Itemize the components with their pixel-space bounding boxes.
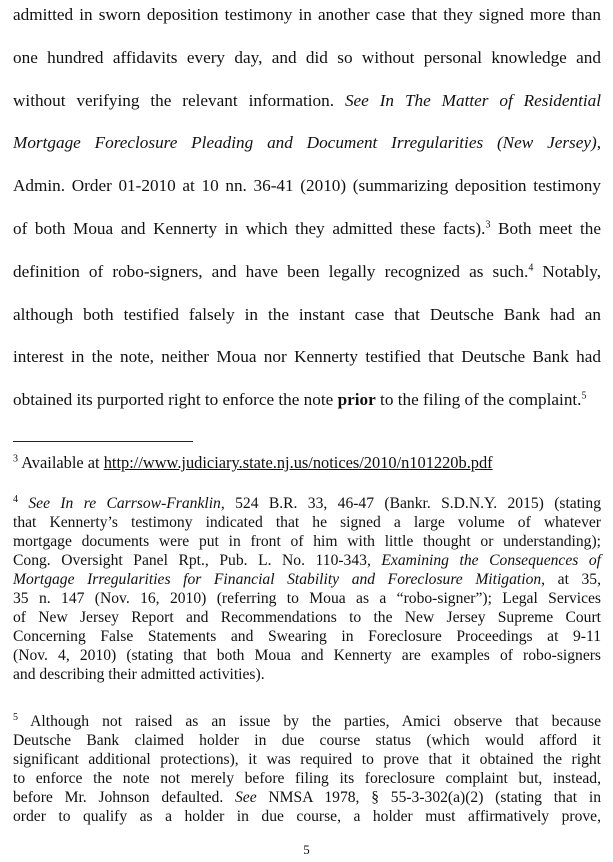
citation: See In re Carrsow-Franklin bbox=[28, 495, 221, 512]
footnote-5-line-6: order to qualify as a holder in due course, a holder must affirmatively prove, bbox=[13, 808, 601, 825]
footnote-text: , 524 B.R. 33, 46-47 (Bankr. S.D.N.Y. 2015) (stating bbox=[220, 495, 601, 512]
body-line-10 bbox=[13, 390, 601, 410]
footnote-number: 3 bbox=[13, 453, 18, 465]
body-line-3 bbox=[13, 91, 601, 111]
footnote-4-line-8: Concerning False Statements and Swearing in Foreclosure Proceedings at 9-11 bbox=[13, 628, 601, 645]
footnote-4-line-4 bbox=[13, 551, 601, 570]
footnote-5-line-3: significant additional protections), it was required to prove that it obtained the right bbox=[13, 751, 601, 768]
emphasis: prior bbox=[337, 390, 376, 409]
footnote-text bbox=[18, 495, 28, 512]
footnote-ref-4[interactable]: 4 bbox=[528, 262, 534, 274]
footnote-text: Cong. Oversight Panel Rpt., Pub. L. No. 110-343, bbox=[13, 552, 382, 569]
body-text: to the filing of the complaint. bbox=[375, 390, 582, 409]
citation: Mortgage Foreclosure Pleading and Document Irregularities (New Jersey), bbox=[13, 133, 601, 152]
footnote-5-line-4: to enforce the note not merely before filing its foreclosure complaint but, instead, bbox=[13, 770, 601, 787]
footnote-number: 4 bbox=[13, 493, 18, 505]
footnote-number: 5 bbox=[13, 711, 18, 723]
footnote-text: NMSA 1978, § 55-3-302(a)(2) (stating that in bbox=[256, 789, 601, 806]
footnote-5-line-2: Deutsche Bank claimed holder in due course status (which would afford it bbox=[13, 732, 601, 749]
footnote-4-line-5 bbox=[13, 570, 601, 589]
body-line-6 bbox=[13, 219, 601, 239]
footnote-4-line-3: mortgage documents were put in front of him with little thought or understanding); bbox=[13, 533, 601, 550]
footnote-4-line-2: that Kennerty’s testimony indicated that he signed a large volume of whatever bbox=[13, 514, 601, 531]
body-text: definition of robo-signers, and have been legally recognized as such. bbox=[13, 262, 529, 281]
footnote-text: Although not raised as an issue by the parties, Amici observe that because bbox=[18, 713, 601, 730]
footnote-4-line-7: of New Jersey Report and Recommendations to the New Jersey Supreme Court bbox=[13, 609, 601, 626]
footnote-5-line-5 bbox=[13, 788, 601, 807]
body-line-7 bbox=[13, 262, 601, 282]
footnote-5-line-1 bbox=[13, 712, 601, 731]
body-text: without verifying the relevant information. bbox=[13, 91, 345, 110]
body-text: obtained its purported right to enforce the note bbox=[13, 390, 338, 409]
footnote-separator bbox=[13, 441, 193, 442]
body-line-8: although both testified falsely in the instant case that Deutsche Bank had an bbox=[13, 305, 601, 324]
citation: See bbox=[235, 789, 257, 806]
footnote-4-line-1 bbox=[13, 494, 601, 513]
body-text: Both meet the bbox=[490, 219, 602, 238]
page-number: 5 bbox=[303, 842, 310, 857]
citation: See In The Matter of Residential bbox=[344, 91, 601, 110]
body-line-2: one hundred affidavits every day, and did so without personal knowledge and bbox=[13, 48, 601, 67]
body-line-1: admitted in sworn deposition testimony in another case that they signed more than bbox=[13, 5, 601, 24]
footnote-4-line-6: 35 n. 147 (Nov. 16, 2010) (referring to Moua as a “robo-signer”); Legal Services bbox=[13, 590, 601, 607]
citation: Examining the Consequences of bbox=[381, 552, 602, 569]
body-line-9: interest in the note, neither Moua nor Kennerty testified that Deutsche Bank had bbox=[13, 347, 601, 366]
footnote-4-line-9: (Nov. 4, 2010) (stating that both Moua and Kennerty are examples of robo-signers bbox=[13, 647, 601, 664]
footnote-link[interactable]: http://www.judiciary.state.nj.us/notices/2010/n101220b.pdf bbox=[103, 453, 493, 472]
footnote-text: before Mr. Johnson defaulted. bbox=[13, 789, 235, 806]
body-line-5: Admin. Order 01-2010 at 10 nn. 36-41 (2010) (summarizing deposition testimony bbox=[13, 176, 601, 195]
body-text: of both Moua and Kennerty in which they admitted these facts). bbox=[13, 219, 486, 238]
footnote-3 bbox=[13, 453, 601, 472]
footnote-ref-5[interactable]: 5 bbox=[581, 390, 587, 402]
body-text: Notably, bbox=[533, 262, 601, 281]
footnote-4-line-10: and describing their admitted activities). bbox=[13, 666, 265, 683]
footnote-text: Available at bbox=[18, 453, 104, 472]
footnote-text: , at 35, bbox=[541, 571, 601, 588]
body-line-4 bbox=[13, 133, 601, 153]
citation: Mortgage Irregularities for Financial Stability and Foreclosure Mitigation bbox=[13, 571, 542, 588]
footnote-ref-3[interactable]: 3 bbox=[485, 219, 491, 231]
